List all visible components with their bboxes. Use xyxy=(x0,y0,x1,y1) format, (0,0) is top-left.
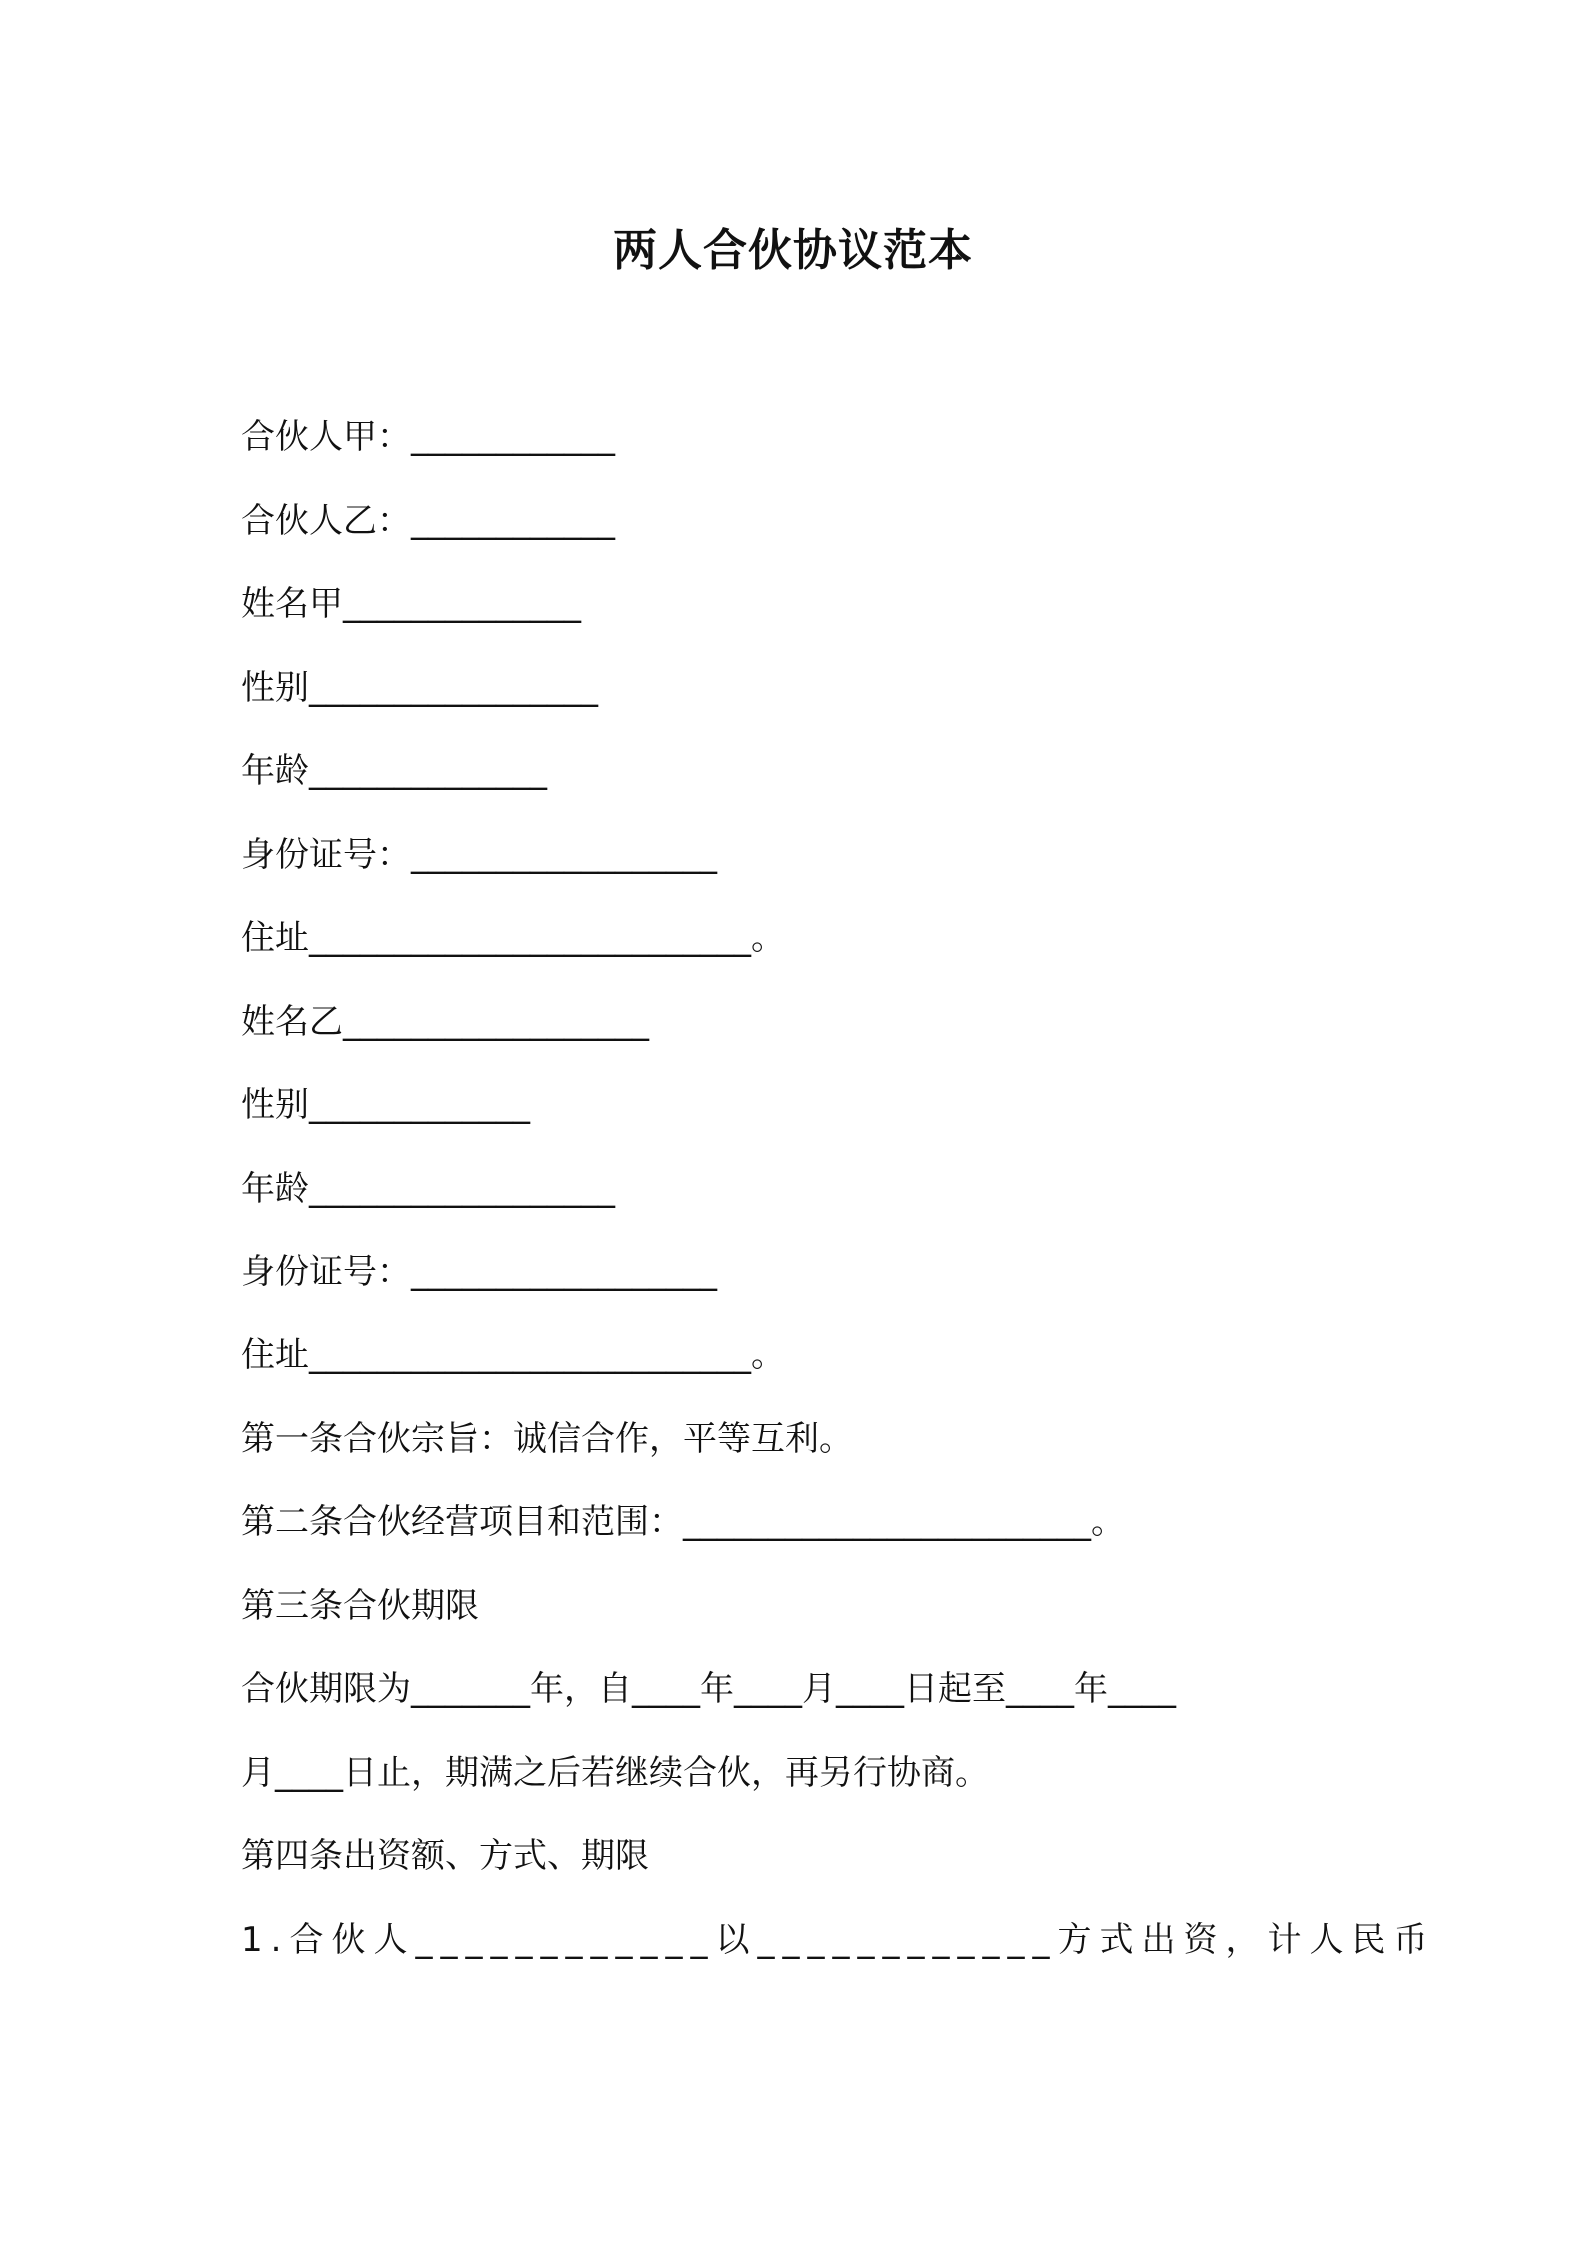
article-4-heading: 第四条出资额、方式、期限 xyxy=(241,1836,649,1876)
partner-a-line: 合伙人甲：____________ xyxy=(241,417,615,457)
article-3-term-line-2: 月____日止，期满之后若继续合伙，再另行协商。 xyxy=(241,1753,989,1793)
article-3-term-line-1: 合伙期限为_______年，自____年____月____日起至____年____ xyxy=(241,1669,1176,1709)
article-3-heading: 第三条合伙期限 xyxy=(241,1586,479,1626)
article-2: 第二条合伙经营项目和范围：________________________。 xyxy=(241,1502,1125,1542)
id-number-b-line: 身份证号：__________________ xyxy=(241,1252,717,1292)
id-number-a-line: 身份证号：__________________ xyxy=(241,835,717,875)
age-b-line: 年龄__________________ xyxy=(241,1169,615,1209)
name-a-line: 姓名甲______________ xyxy=(241,584,581,624)
address-b-line: 住址__________________________。 xyxy=(241,1335,785,1375)
partner-b-line: 合伙人乙：____________ xyxy=(241,501,615,541)
address-a-line: 住址__________________________。 xyxy=(241,918,785,958)
article-1: 第一条合伙宗旨：诚信合作，平等互利。 xyxy=(241,1419,853,1459)
gender-b-line: 性别_____________ xyxy=(241,1085,530,1125)
article-4-item-1: 1.合伙人____________以____________方式出资，计人民币 xyxy=(241,1920,1436,1960)
document-title: 两人合伙协议范本 xyxy=(613,225,973,276)
name-b-line: 姓名乙__________________ xyxy=(241,1002,649,1042)
gender-a-line: 性别_________________ xyxy=(241,668,598,708)
age-a-line: 年龄______________ xyxy=(241,751,547,791)
